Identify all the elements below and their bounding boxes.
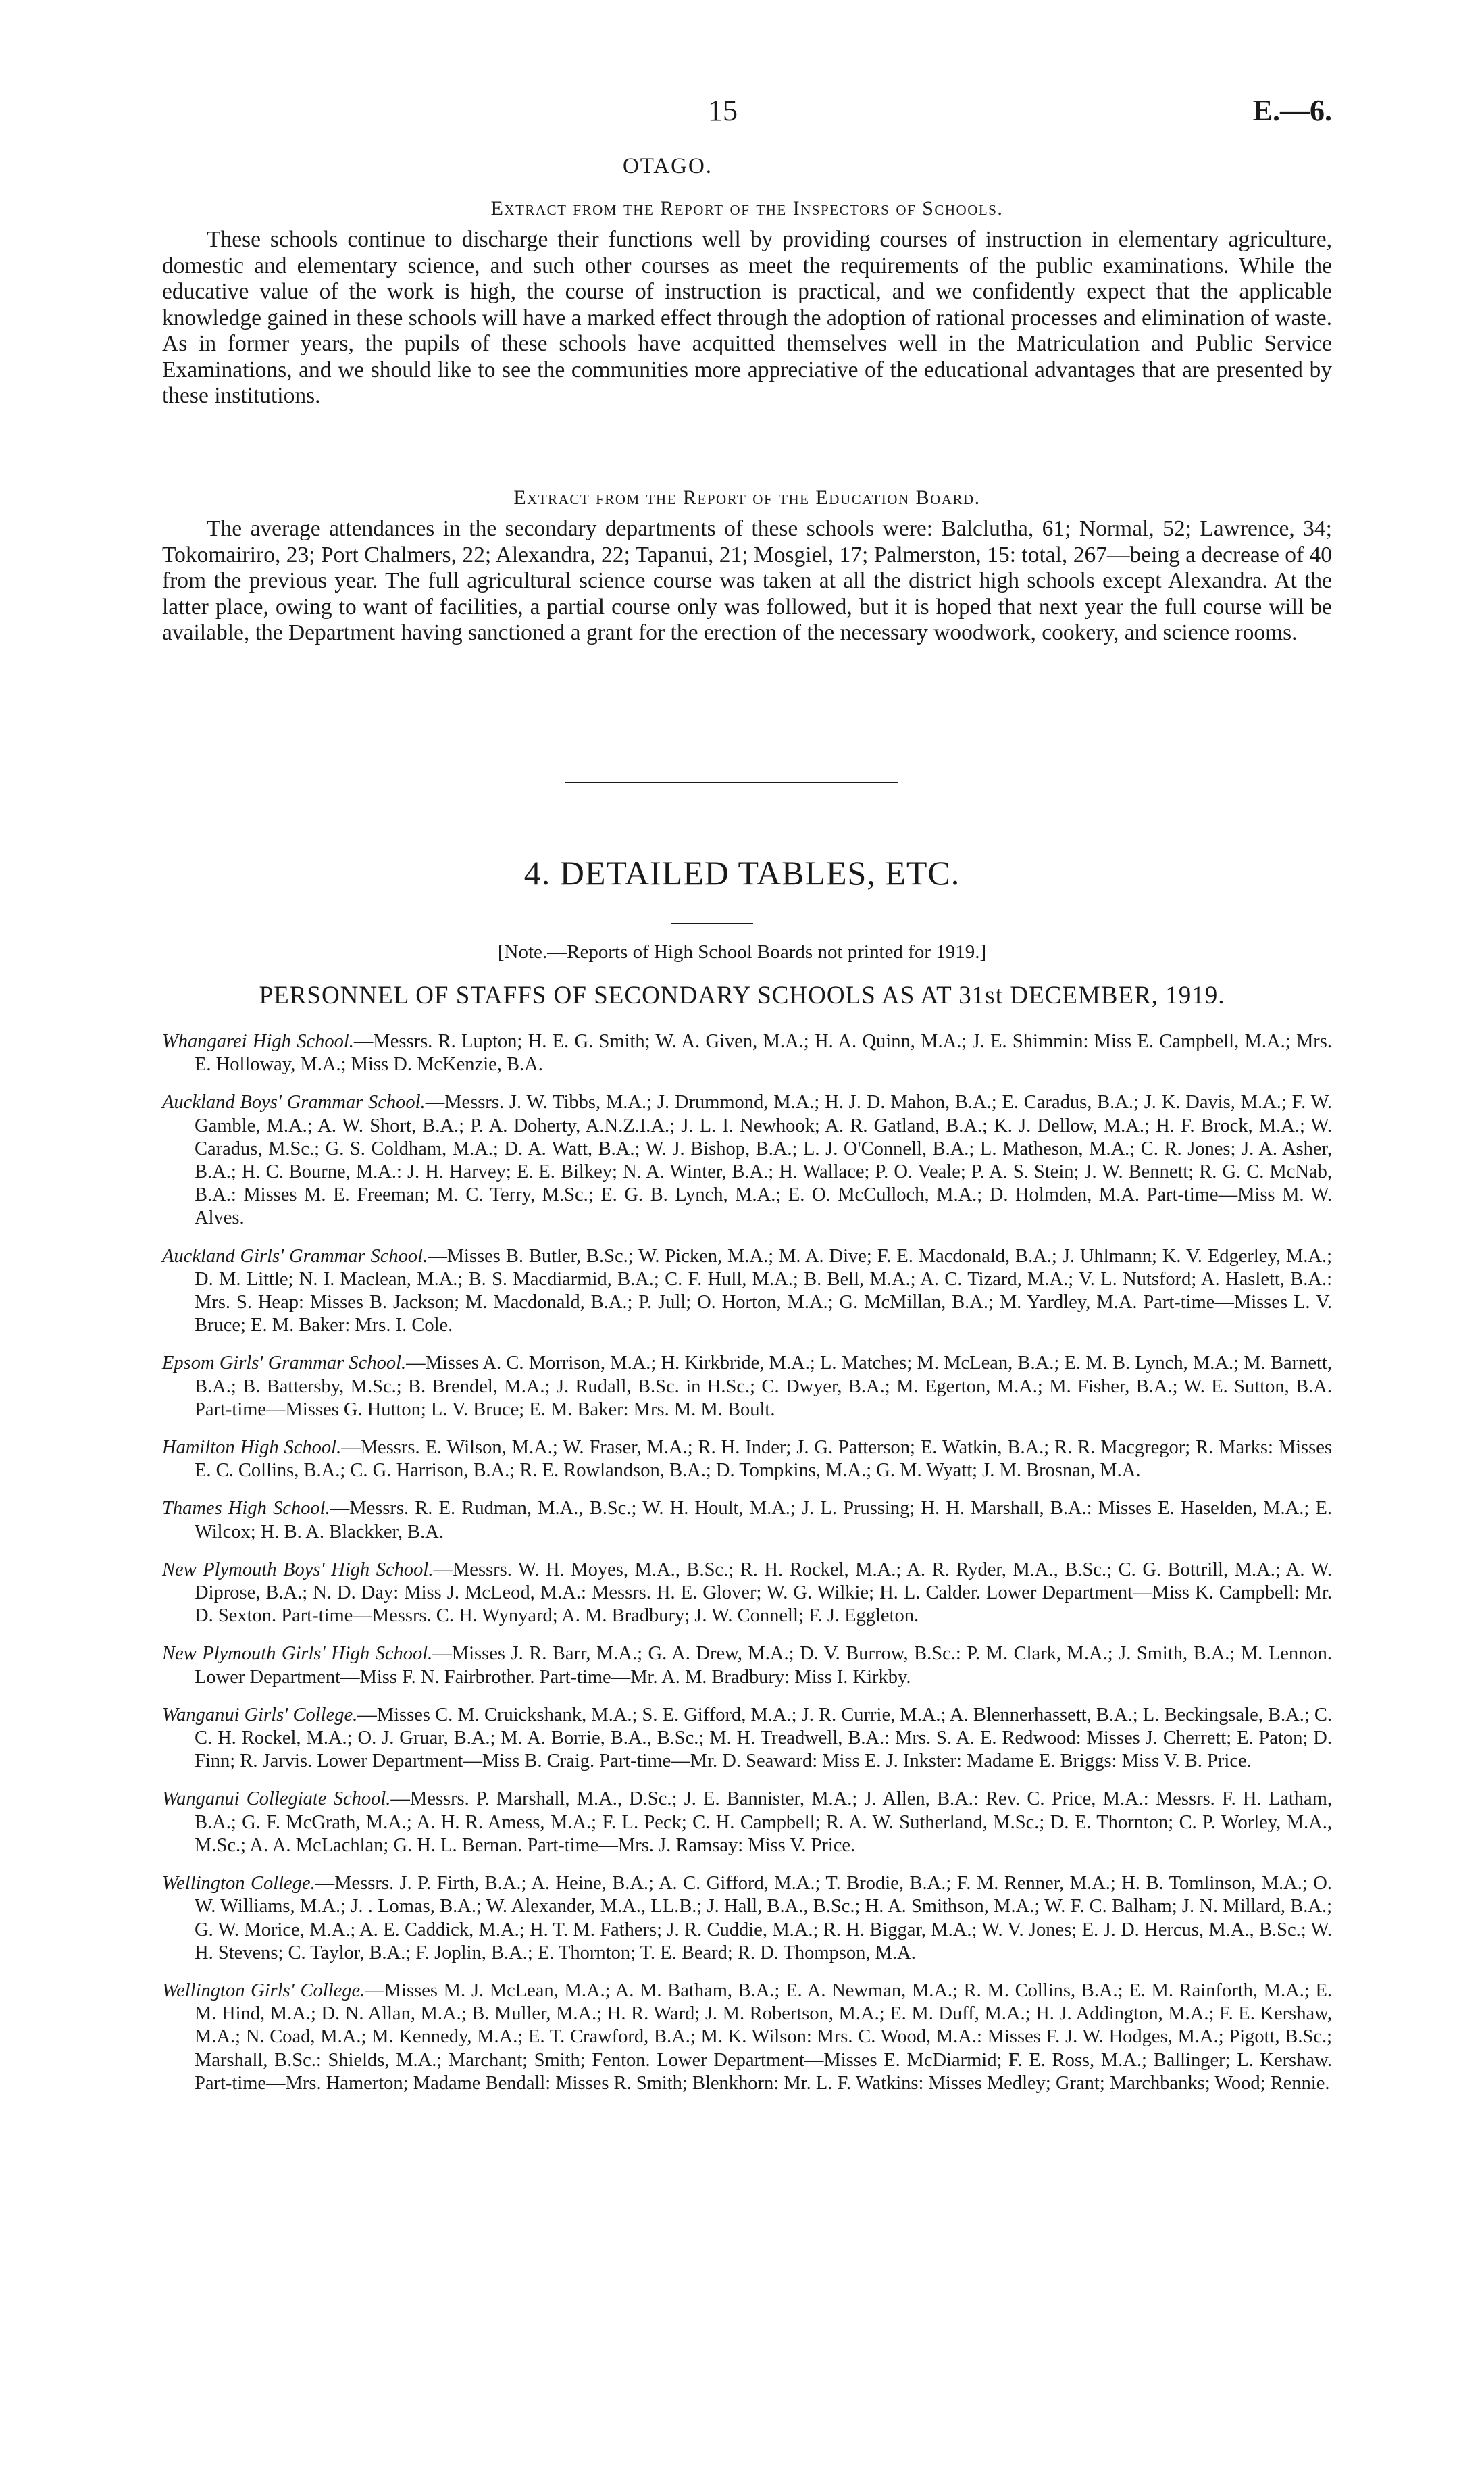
school-entry-wellington-college: Wellington College.—Messrs. J. P. Firth, B.A.; A. Heine, B.A.; A. C. Gifford, M.A.; T. Brodie, B.A.; F. M. Renner, M.A.; H. B. Tomlinson, M.A.; O. W. Williams, M.A.; J. . Lomas, B.A.; W. Alexander, M.A., LL.B.; J. Hall, B.A., B.Sc.; H. A. Smithson, M.A.; W. F. C. Balham; J. N. Millard, B.A.; G. W. Morice, M.A.; A. E. Caddick, M.A.; H. T. M. Fathers; J. R. Cuddie, M.A.; R. H. Biggar, M.A.; W. V. Jones; E. J. D. Hercus, M.A., B.Sc.; W. H. Stevens; C. Taylor, B.A.; F. Joplin, B.A.; E. Thornton; T. E. Beard; R. D. Thompson, M.A. — [162, 1873, 1333, 1963]
school-entry-new-plymouth-girls: New Plymouth Girls' High School.—Misses J. R. Barr, M.A.; G. A. Drew, M.A.; D. V. Burrow, B.Sc.: P. M. Clark, M.A.; J. Smith, B.A.; M. Lennon. Lower Department—Miss F. N. Fairbrother. Part-time—Mr. A. M. Bradbury: Miss I. Kirkby. — [162, 1643, 1332, 1688]
boards-note: [Note.—Reports of High School Boards not printed for 1919.] — [497, 941, 987, 963]
school-entry-wellington-girls: Wellington Girls' College.—Misses M. J. McLean, M.A.; A. M. Batham, B.A.; E. A. Newman, M.A.; R. M. Collins, B.A.; E. M. Rainforth, M.A.; E. M. Hind, M.A.; D. N. Allan, M.A.; B. Muller, M.A.; H. R. Ward; J. M. Robertson, M.A.; E. M. Duff, M.A.; H. J. Addington, M.A.; F. E. Kershaw, M.A.; N. Coad, M.A.; M. Kennedy, M.A.; E. T. Crawford, B.A.; M. K. Wilson: Mrs. C. Wood, M.A.: Misses F. J. W. Hodges, M.A.; Pigott, B.Sc.; Marshall, B.Sc.: Shields, M.A.; Marchant; Smith; Fenton. Lower Department—Misses E. McDiarmid; F. E. Ross, M.A.; Ballinger; L. Kershaw. Part-time—Mrs. Hamerton; Madame Bendall: Misses R. Smith; Blenkhorn: Mr. L. F. Watkins: Misses Medley; Grant; Marchbanks; Wood; Rennie. — [162, 1980, 1332, 2094]
school-entry-wanganui-girls: Wanganui Girls' College.—Misses C. M. Cruickshank, M.A.; S. E. Gifford, M.A.; J. R. Currie, M.A.; A. Blennerhassett, B.A.; L. Beckingsale, B.A.; C. C. H. Rockel, M.A.; O. J. Gruar, B.A.; M. A. Borrie, B.A., B.Sc.; M. H. Treadwell, B.A.: Mrs. S. A. E. Redwood: Misses J. Cherrett; E. Paton; D. Finn; R. Jarvis. Lower Department—Miss B. Craig. Part-time—Mr. D. Seaward: Miss E. J. Inkster: Madame E. Briggs: Miss V. B. Price. — [162, 1704, 1332, 1772]
school-entry-auckland-girls: Auckland Girls' Grammar School.—Misses B. Butler, B.Sc.; W. Picken, M.A.; M. A. Dive; F. E. Macdonald, B.A.; J. Uhlmann; K. V. Edgerley, M.A.; D. M. Little; N. I. Maclean, M.A.; B. S. Macdiarmid, B.A.; C. F. Hull, M.A.; B. Bell, M.A.; A. C. Tizard, M.A.; V. L. Nutsford; A. Haslett, B.A.: Mrs. S. Heap: Misses B. Jackson; M. Macdonald, B.A.; P. Jull; O. Horton, M.A.; G. McMillan, B.A.; M. Yardley, M.A. Part-time—Misses L. V. Bruce; E. M. Baker: Mrs. I. Cole. — [162, 1245, 1332, 1336]
board-extract — [162, 486, 1332, 647]
inspectors-extract — [162, 197, 1332, 409]
inspectors-extract-heading: Extract from the Report of the Inspectors of Schools. — [490, 197, 1004, 220]
section-divider — [565, 782, 898, 783]
page-reference: E.—6. — [1252, 94, 1332, 127]
page-number: 15 — [708, 94, 738, 127]
board-extract-heading: Extract from the Report of the Education Board. — [513, 486, 981, 509]
school-entry-epsom-girls: Epsom Girls' Grammar School.—Misses A. C. Morrison, M.A.; H. Kirkbride, M.A.; L. Matches; M. McLean, B.A.; E. M. B. Lynch, M.A.; M. Barnett, B.A.; B. Battersby, M.Sc.; B. Brendel, M.A.; J. Rudall, B.Sc. in H.Sc.; C. Dwyer, B.A.; M. Egerton, M.A.; M. Fisher, B.A.; W. E. Sutton, B.A. Part-time—Misses G. Hutton; L. V. Bruce; E. M. Baker: Mrs. M. M. Boult. — [162, 1353, 1332, 1420]
heading-underline — [671, 923, 753, 924]
board-extract-text: The average attendances in the secondary departments of these schools were: Balclutha, 61; Normal, 52; Lawrence, 34; Tokomairiro, 23; Port Chalmers, 22; Alexandra, 22; Tapanui, 21; Mosgiel, 17; Palmerston, 15: total, 267—being a decrease of 40 from the previous year. The full agricultural science course was taken at all the district high schools except Alexandra. At the latter place, owing to want of facilities, a partial course only was followed, but it is hoped that next year the full course will be available, the Department having sanctioned a grant for the erection of the necessary woodwork, cookery, and science rooms. — [162, 516, 1332, 645]
detailed-tables-heading: 4. DETAILED TABLES, ETC. — [523, 854, 961, 892]
school-entry-auckland-boys: Auckland Boys' Grammar School.—Messrs. J. W. Tibbs, M.A.; J. Drummond, M.A.; H. J. D. Mahon, B.A.; E. Caradus, B.A.; J. K. Davis, M.A.; F. W. Gamble, M.A.; A. W. Short, B.A.; P. A. Doherty, A.N.Z.I.A.; J. L. I. Newhook; A. R. Gatland, B.A.; K. J. Dellow, M.A.; H. F. Brock, M.A.; W. Caradus, M.Sc.; G. S. Coldham, M.A.; D. A. Watt, B.A.; W. J. Bishop, B.A.; L. J. O'Connell, B.A.; L. Matheson, M.A.; C. R. Jones; J. A. Asher, B.A.; H. C. Bourne, M.A.: J. H. Harvey; E. E. Bilkey; N. A. Winter, B.A.; H. Wallace; P. O. Veale; P. A. S. Stein; J. W. Bennett; R. G. C. McNab, B.A.: Misses M. E. Freeman; M. C. Terry, M.Sc.; E. G. B. Lynch, M.A.; E. O. McCulloch, M.A.; D. Holmden, M.A. Part-time—Miss M. W. Alves. — [162, 1092, 1332, 1229]
school-entry-hamilton: Hamilton High School.—Messrs. E. Wilson, M.A.; W. Fraser, M.A.; R. H. Inder; J. G. Patterson; E. Watkin, B.A.; R. R. Macgregor; R. Marks: Misses E. C. Collins, B.A.; C. G. Harrison, B.A.; R. E. Rowlandson, B.A.; D. Tompkins, M.A.; G. M. Wyatt; J. M. Brosnan, M.A. — [162, 1437, 1332, 1482]
school-entry-thames: Thames High School.—Messrs. R. E. Rudman, M.A., B.Sc.; W. H. Hoult, M.A.; J. L. Prussing; H. H. Marshall, B.A.: Misses E. Haselden, M.A.; E. Wilcox; H. B. A. Blackker, B.A. — [162, 1498, 1332, 1542]
inspectors-extract-text: These schools continue to discharge their functions well by providing courses of instruction in elementary agriculture, domestic and elementary science, and such other courses as meet the requirements of the public examinations. While the educative value of the work is high, the course of instruction is practical, and we confidently expect that the applicable knowledge gained in these schools will have a marked effect through the adoption of rational processes and elimination of waste. As in former years, the pupils of these schools have acquitted themselves well in the Matriculation and Public Service Examinations, and we should like to see the communities more appreciative of the educational advantages that are presented by these institutions. — [162, 227, 1332, 408]
personnel-heading: PERSONNEL OF STAFFS OF SECONDARY SCHOOLS AS AT 31st DECEMBER, 1919. — [259, 982, 1225, 1009]
otago-heading: OTAGO. — [622, 154, 713, 178]
school-entry-whangarei: Whangarei High School.—Messrs. R. Lupton; H. E. G. Smith; W. A. Given, M.A.; H. A. Quinn, M.A.; J. E. Shimmin: Miss E. Campbell, M.A.; Mrs. E. Holloway, M.A.; Miss D. McKenzie, B.A. — [162, 1031, 1332, 1076]
school-entry-new-plymouth-boys: New Plymouth Boys' High School.—Messrs. W. H. Moyes, M.A., B.Sc.; R. H. Rockel, M.A.; A. R. Ryder, M.A., B.Sc.; C. G. Bottrill, M.A.; A. W. Diprose, B.A.; N. D. Day: Miss J. McLeod, M.A.: Messrs. H. E. Glover; W. G. Wilkie; H. L. Calder. Lower Department—Miss K. Campbell: Mr. D. Sexton. Part-time—Messrs. C. H. Wynyard; A. M. Bradbury; J. W. Connell; F. J. Eggleton. — [162, 1559, 1332, 1627]
school-staff-list — [162, 1030, 1332, 2110]
school-entry-wanganui-collegiate: Wanganui Collegiate School.—Messrs. P. Marshall, M.A., D.Sc.; J. E. Bannister, M.A.; J. Allen, B.A.: Rev. C. Price, M.A.: Messrs. F. H. Latham, B.A.; G. F. McGrath, M.A.; A. H. R. Amess, M.A.; F. L. Peck; C. H. Campbell; R. A. W. Sutherland, M.Sc.; D. E. Thornton; C. P. Worley, M.A., M.Sc.; A. A. McLachlan; G. H. L. Bernan. Part-time—Mrs. J. Ramsay: Miss V. Price. — [162, 1788, 1332, 1856]
